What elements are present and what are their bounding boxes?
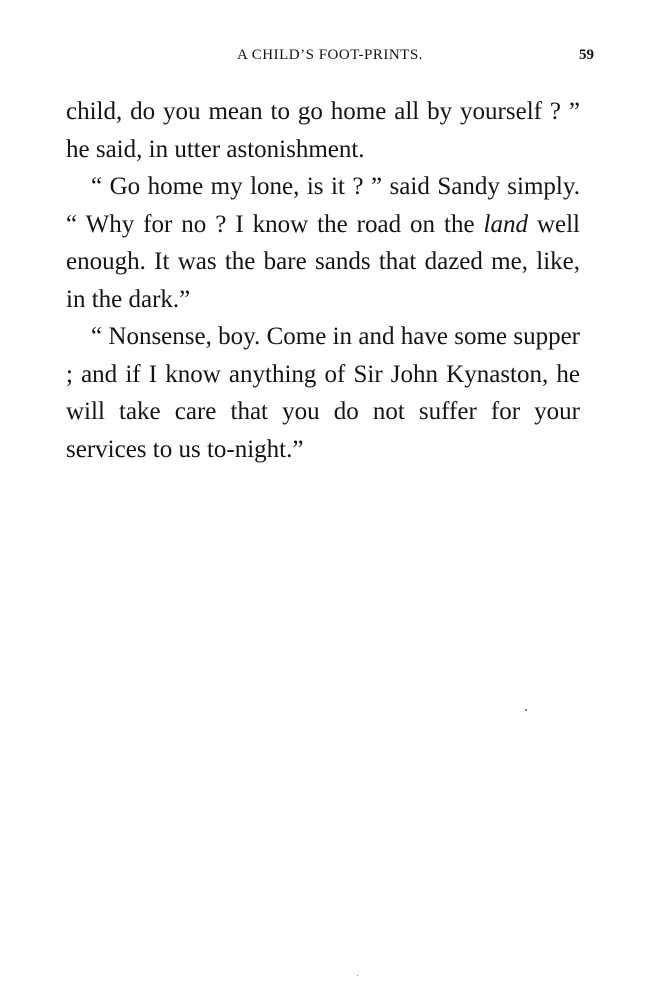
paragraph-2-text-b: well enough. It was the bare sands that dazed me, like, in the dark.” bbox=[66, 210, 580, 313]
paragraph-2 bbox=[66, 168, 580, 318]
paper-speck bbox=[525, 709, 527, 711]
paragraph-1-text: child, do you mean to go home all by yourself ? ” he said, in utter astonishment. bbox=[66, 98, 580, 163]
page-number: 59 bbox=[579, 47, 594, 63]
running-title: A CHILD’S FOOT-PRINTS. bbox=[237, 47, 423, 63]
paper-speck bbox=[357, 975, 358, 976]
paragraph-3-text: “ Nonsense, boy. Come in and have some supper ; and if I know anything of Sir John Kynaston, he will take care that you do not suffer for your services to us to-night.” bbox=[66, 323, 580, 463]
paragraph-3 bbox=[66, 318, 580, 468]
paragraph-1 bbox=[66, 93, 580, 168]
paragraph-2-text-a: “ Go home my lone, is it ? ” said Sandy simply. “ Why for no ? I know the road on the bbox=[66, 173, 580, 238]
emphasis-land: land bbox=[483, 210, 528, 238]
body-text bbox=[66, 93, 580, 468]
running-head bbox=[66, 47, 594, 71]
